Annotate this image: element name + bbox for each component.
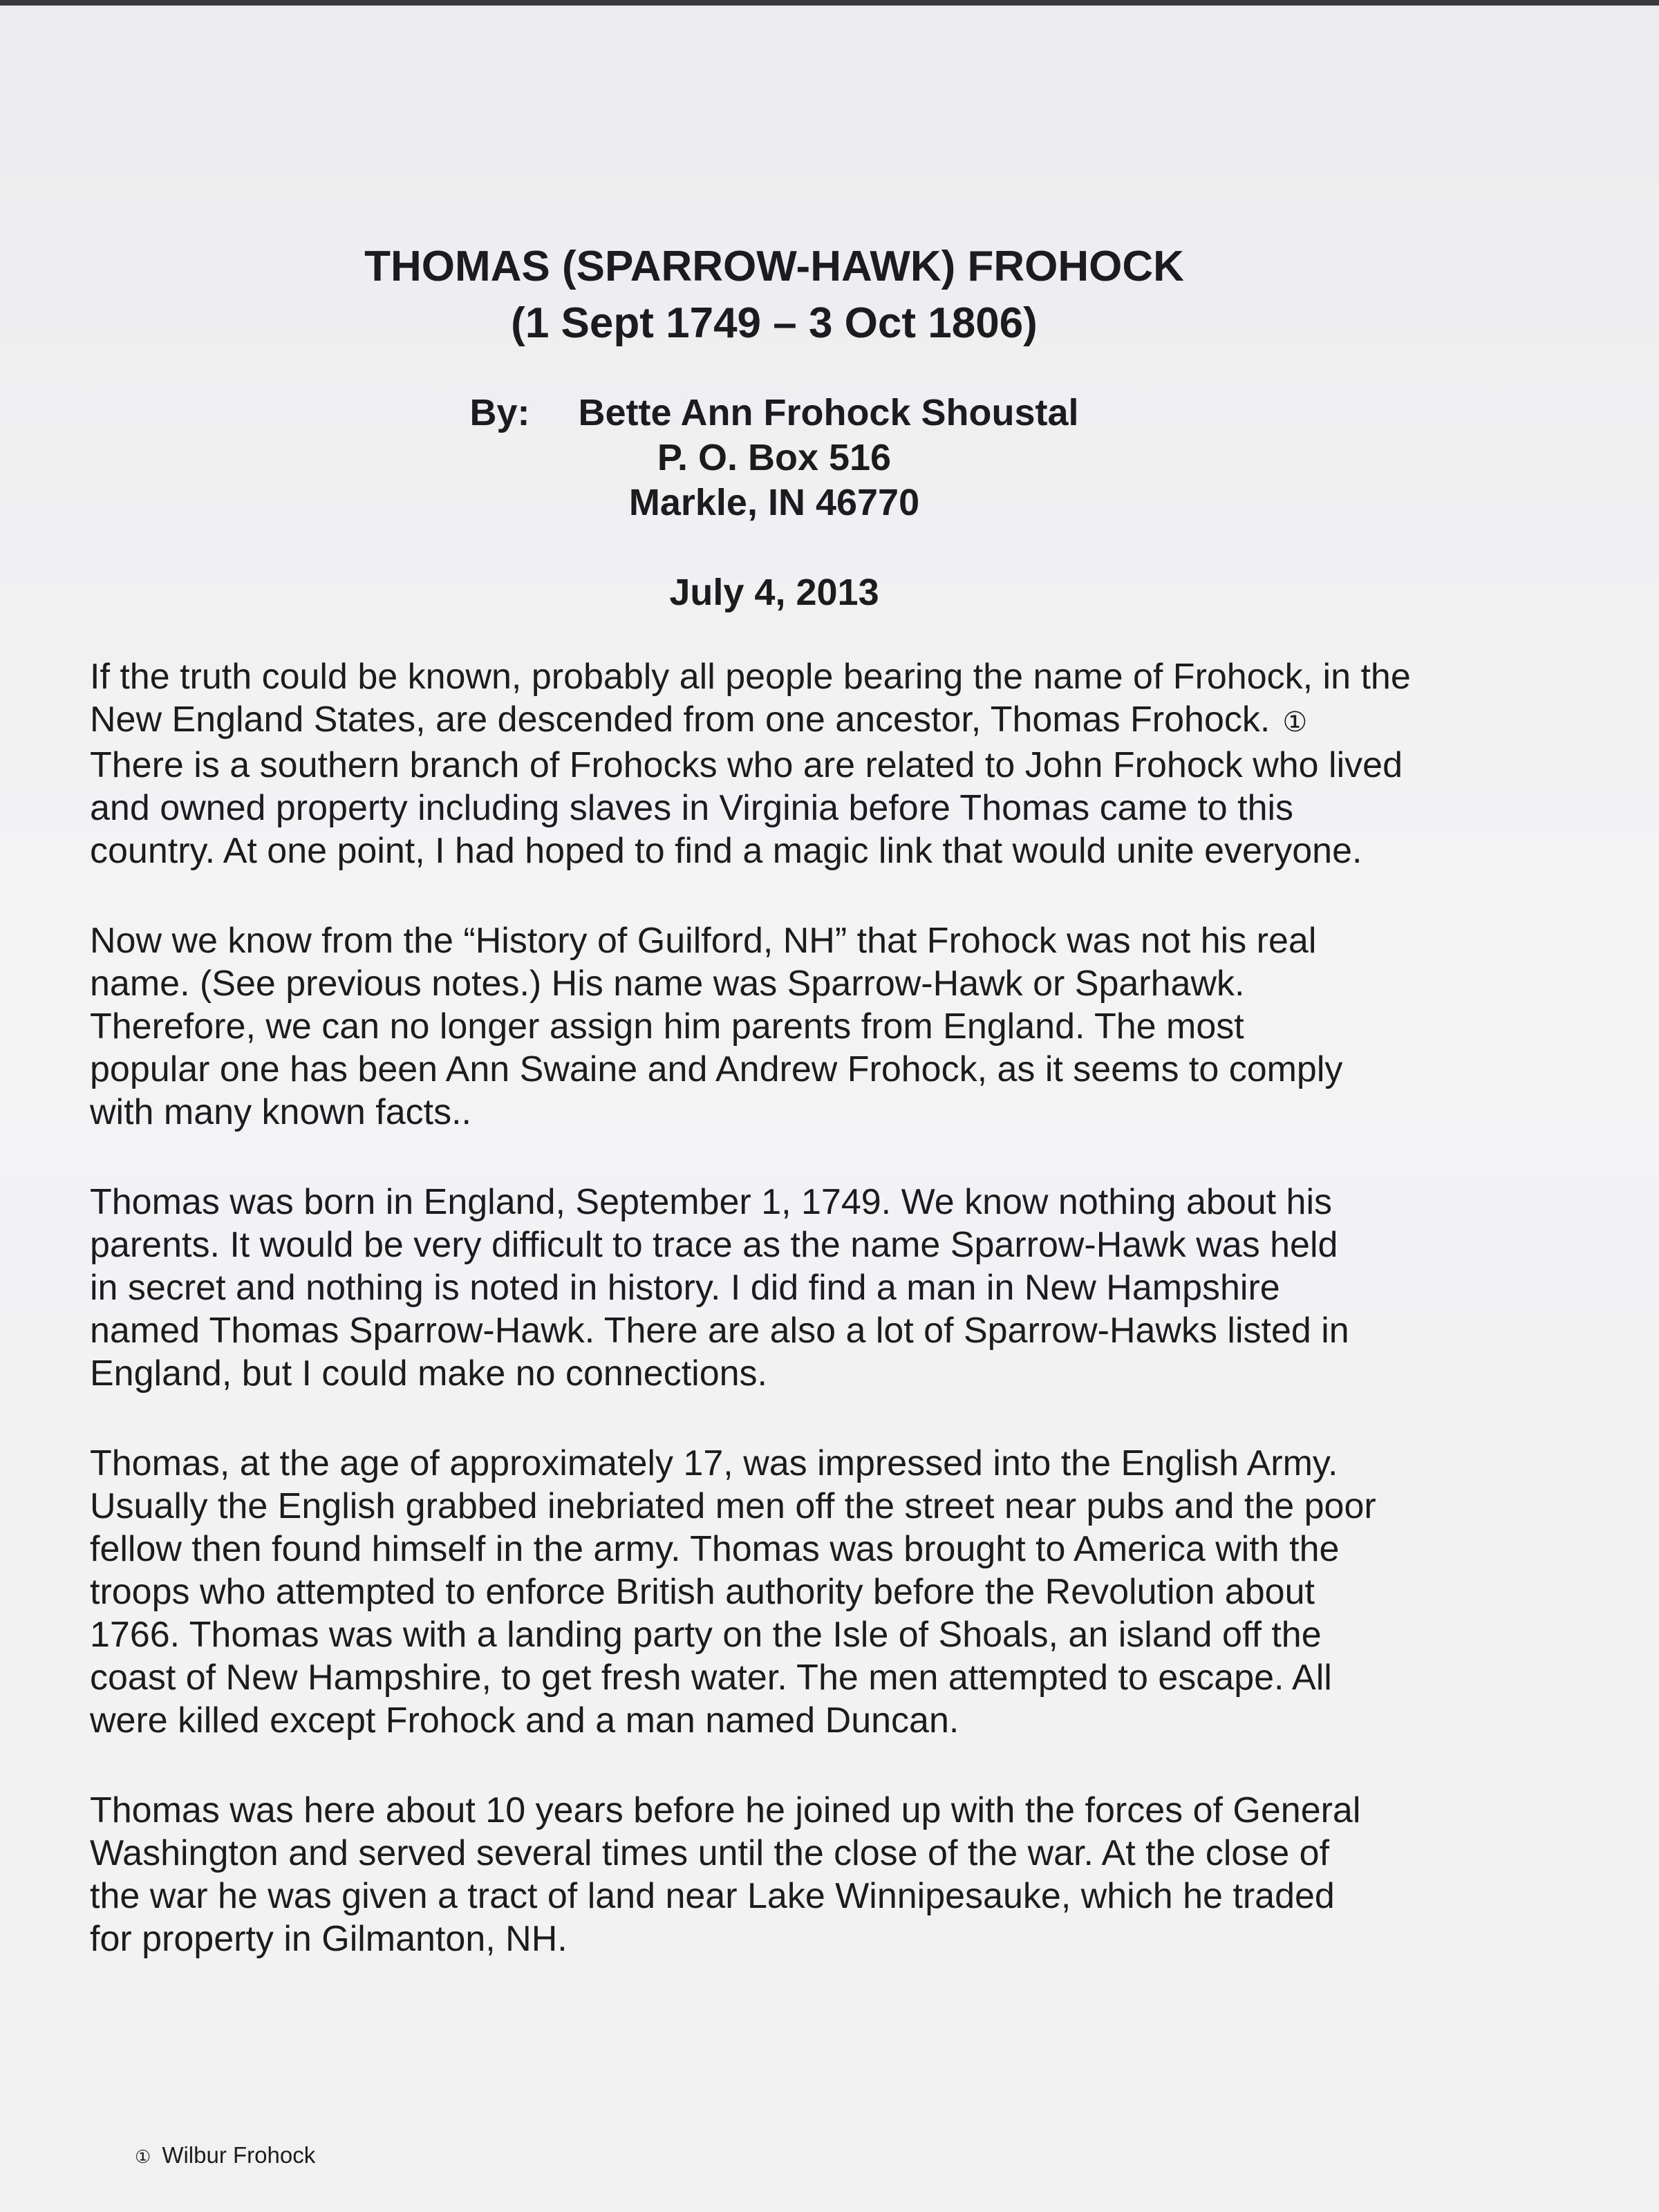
address-line-2: Markle, IN 46770 — [628, 482, 920, 523]
paragraph-1-text: If the truth could be known, probably all people bearing the name of Frohock, in the New England States, are descended from one ancestor, Thomas Frohock. — [90, 657, 1411, 740]
author-row — [0, 391, 1548, 435]
by-label: By: — [469, 392, 530, 433]
paragraph-3: Thomas was born in England, September 1, 1749. We know nothing about his parents. It would be very difficult to trace as the name Sparrow-Hawk was held in secret and nothing is noted in history. I did find a man in New Hampshire named Thomas Sparrow-Hawk. There are also a lot of Sparrow-Hawks listed in England, but I could make no connections. — [90, 1182, 1349, 1394]
document-date: July 4, 2013 — [669, 572, 879, 613]
paragraph-5: Thomas was here about 10 years before he joined up with the forces of General Washington and served several times until the close of the war. At the close of the war he was given a tract of land near Lake Winnipesauke, which he traded for property in Gilmanton, NH. — [90, 1790, 1361, 1959]
paragraph-4: Thomas, at the age of approximately 17, was impressed into the English Army. Usually the English grabbed inebriated men off the street near pubs and the poor fellow then found himself in the army. Thomas was brought to America with the troops who attempted to enforce British authority before the Revolution about 1766. Thomas was with a landing party on the Isle of Shoals, an island off the coast of New Hampshire, to get fresh water. The men attempted to escape. All were killed except Frohock and a man named Duncan. — [90, 1443, 1376, 1741]
document-header — [0, 238, 1548, 352]
paragraph-2: Now we know from the “History of Guilford, NH” that Frohock was not his real name. (See previous notes.) His name was Sparrow-Hawk or Sparhawk. Therefore, we can no longer assign him parents from England. The most popular one has been Ann Swaine and Andrew Frohock, as it seems to comply with many known facts.. — [90, 921, 1343, 1132]
page-top-edge — [0, 0, 1659, 6]
footnote-reference: ① — [1282, 707, 1308, 738]
document-title: THOMAS (SPARROW-HAWK) FROHOCK — [364, 243, 1184, 290]
footnote-text: Wilbur Frohock — [162, 2142, 316, 2168]
address-line-1: P. O. Box 516 — [657, 437, 892, 478]
paragraph-1-continued: There is a southern branch of Frohocks who are related to John Frohock who lived and owned property including slaves in Virginia before Thomas came to this country. At one point, I had hoped to find a magic link that would unite everyone. — [90, 745, 1403, 871]
paragraph-1 — [90, 655, 1514, 744]
footnote — [135, 2141, 315, 2171]
document-dates: (1 Sept 1749 – 3 Oct 1806) — [511, 299, 1038, 347]
author-block — [0, 391, 1548, 525]
author-name: Bette Ann Frohock Shoustal — [578, 392, 1079, 433]
body-text — [90, 655, 1514, 2007]
footnote-marker: ① — [135, 2146, 151, 2167]
